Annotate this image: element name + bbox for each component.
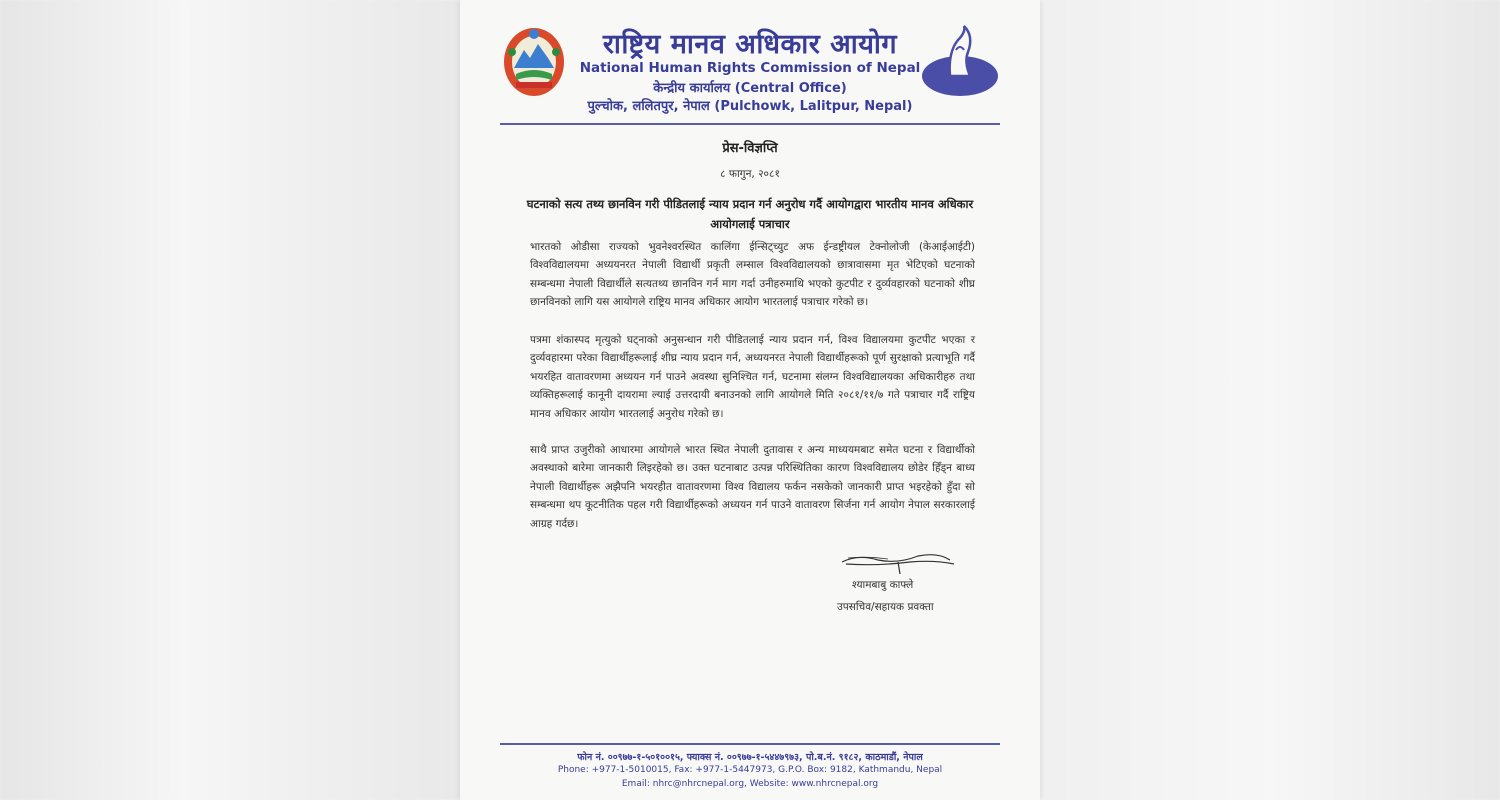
footer-contact-nepali: फोन नं. ००९७७-१-५०१००१५, फ्याक्स नं. ००९७७-१-५४४७९७३, पो.ब.नं. ९१८२, काठमाडौं, नेपाल xyxy=(577,752,923,763)
footer-email-website: Email: nhrc@nhrcnepal.org, Website: www.nhrcnepal.org xyxy=(621,779,879,789)
nhrc-logo-icon xyxy=(920,22,1000,102)
header-title-nepali: राष्ट्रिय मानव अधिकार आयोग xyxy=(602,29,898,60)
background-left xyxy=(0,0,460,800)
footer-contact-english: Phone: +977-1-5010015, Fax: +977-1-5447973, G.P.O. Box: 9182, Kathmandu, Nepal xyxy=(557,765,943,775)
document-type: प्रेस-विज्ञप्ति xyxy=(722,141,778,156)
header-title-english: National Human Rights Commission of Nepal xyxy=(579,60,921,76)
document-subject: घटनाको सत्य तथ्य छानविन गरी पीडितलाई न्याय प्रदान गर्न अनुरोध गर्दै आयोगद्वारा भारतीय मानव अधिकार आयोगलाई पत्राचार xyxy=(526,197,974,231)
document-date: ८ फागुन, २०८१ xyxy=(720,168,780,180)
signatory-title: उपसचिव/सहायक प्रवक्ता xyxy=(837,601,934,613)
header-divider xyxy=(500,123,1000,125)
paragraph-1: भारतको ओडीसा राज्यको भुवनेश्वरस्थित कालिंगा ईन्सिट्च्युट अफ ईन्डष्ट्रीयल टेक्नोलोजी (केआईआईटी) विश्वविद्यालयमा अध्ययनरत नेपाली विद्यार्थी प्रकृती लम्साल विश्वविद्यालयको छात्रावासमा मृत भेटिएको घटनाको सम्बन्धमा नेपाली विद्यार्थीले सत्यतथ्य छानविन गर्न माग गर्दा उनीहरुमाथि भएको कुटपीट र दुर्व्यवहारको घटनाको शीघ्र छानविनको लागि यस आयोगले राष्ट्रिय मानव अधिकार आयोग भारतलाई पत्राचार गरेको छ। xyxy=(530,241,975,309)
header-address: पुल्चोक, ललितपुर, नेपाल (Pulchowk, Lalitpur, Nepal) xyxy=(587,99,913,114)
background-right xyxy=(1040,0,1500,800)
paragraph-3: साथै प्राप्त उजुरीको आधारमा आयोगले भारत स्थित नेपाली दुतावास र अन्य माध्ययमबाट समेत घटना र विद्यार्थीको अवस्थाको बारेमा जानकारी लिइरहेको छ। उक्त घटनाबाट उत्पन्न परिस्थितिका कारण विश्वविद्यालय छोडेर हिँड्न बाध्य नेपाली विद्यार्थीहरू अझैपनि भयरहीत वातावरणमा विश्व विद्यालय फर्कन नसकेको जानकारी प्राप्त भइरहेको हुँदा सो सम्बन्धमा थप कूटनीतिक पहल गरी विद्यार्थीहरूको अध्ययन गर्न पाउने वातावरण सिर्जना गर्न आयोग नेपाल सरकारलाई आग्रह गर्दछ। xyxy=(530,444,975,530)
signatory-name: श्यामबाबु काफ्ले xyxy=(852,579,914,591)
document-page xyxy=(460,0,1040,800)
paragraph-2: पत्रमा शंकास्पद मृत्युको घट्नाको अनुसन्धान गरी पीडितलाई न्याय प्रदान गर्न, विश्व विद्यालयमा कुटपीट भएका र दुर्व्यवहारमा परेका विद्यार्थीहरूलाई शीघ्र न्याय प्रदान गर्न, अध्ययनरत नेपाली विद्यार्थीहरूको पूर्ण सुरक्षाको प्रत्याभूति गर्दै भयरहित वातावरणमा अध्ययन गर्न पाउने अवस्था सुनिश्चित गर्न, घटनामा संलग्न विश्वविद्यालयका अधिकारीहरु तथा व्यक्तिहरूलाई कानूनी दायरामा ल्याई उत्तरदायी बनाउनको लागि आयोगले मिति २०८१/११/७ गते पत्राचार गर्दै राष्ट्रिय मानव अधिकार आयोग भारतलाई अनुरोध गरेको छ। xyxy=(530,334,975,420)
header-office: केन्द्रीय कार्यालय (Central Office) xyxy=(653,81,847,96)
signature-icon xyxy=(838,550,958,580)
footer-divider xyxy=(500,743,1000,745)
